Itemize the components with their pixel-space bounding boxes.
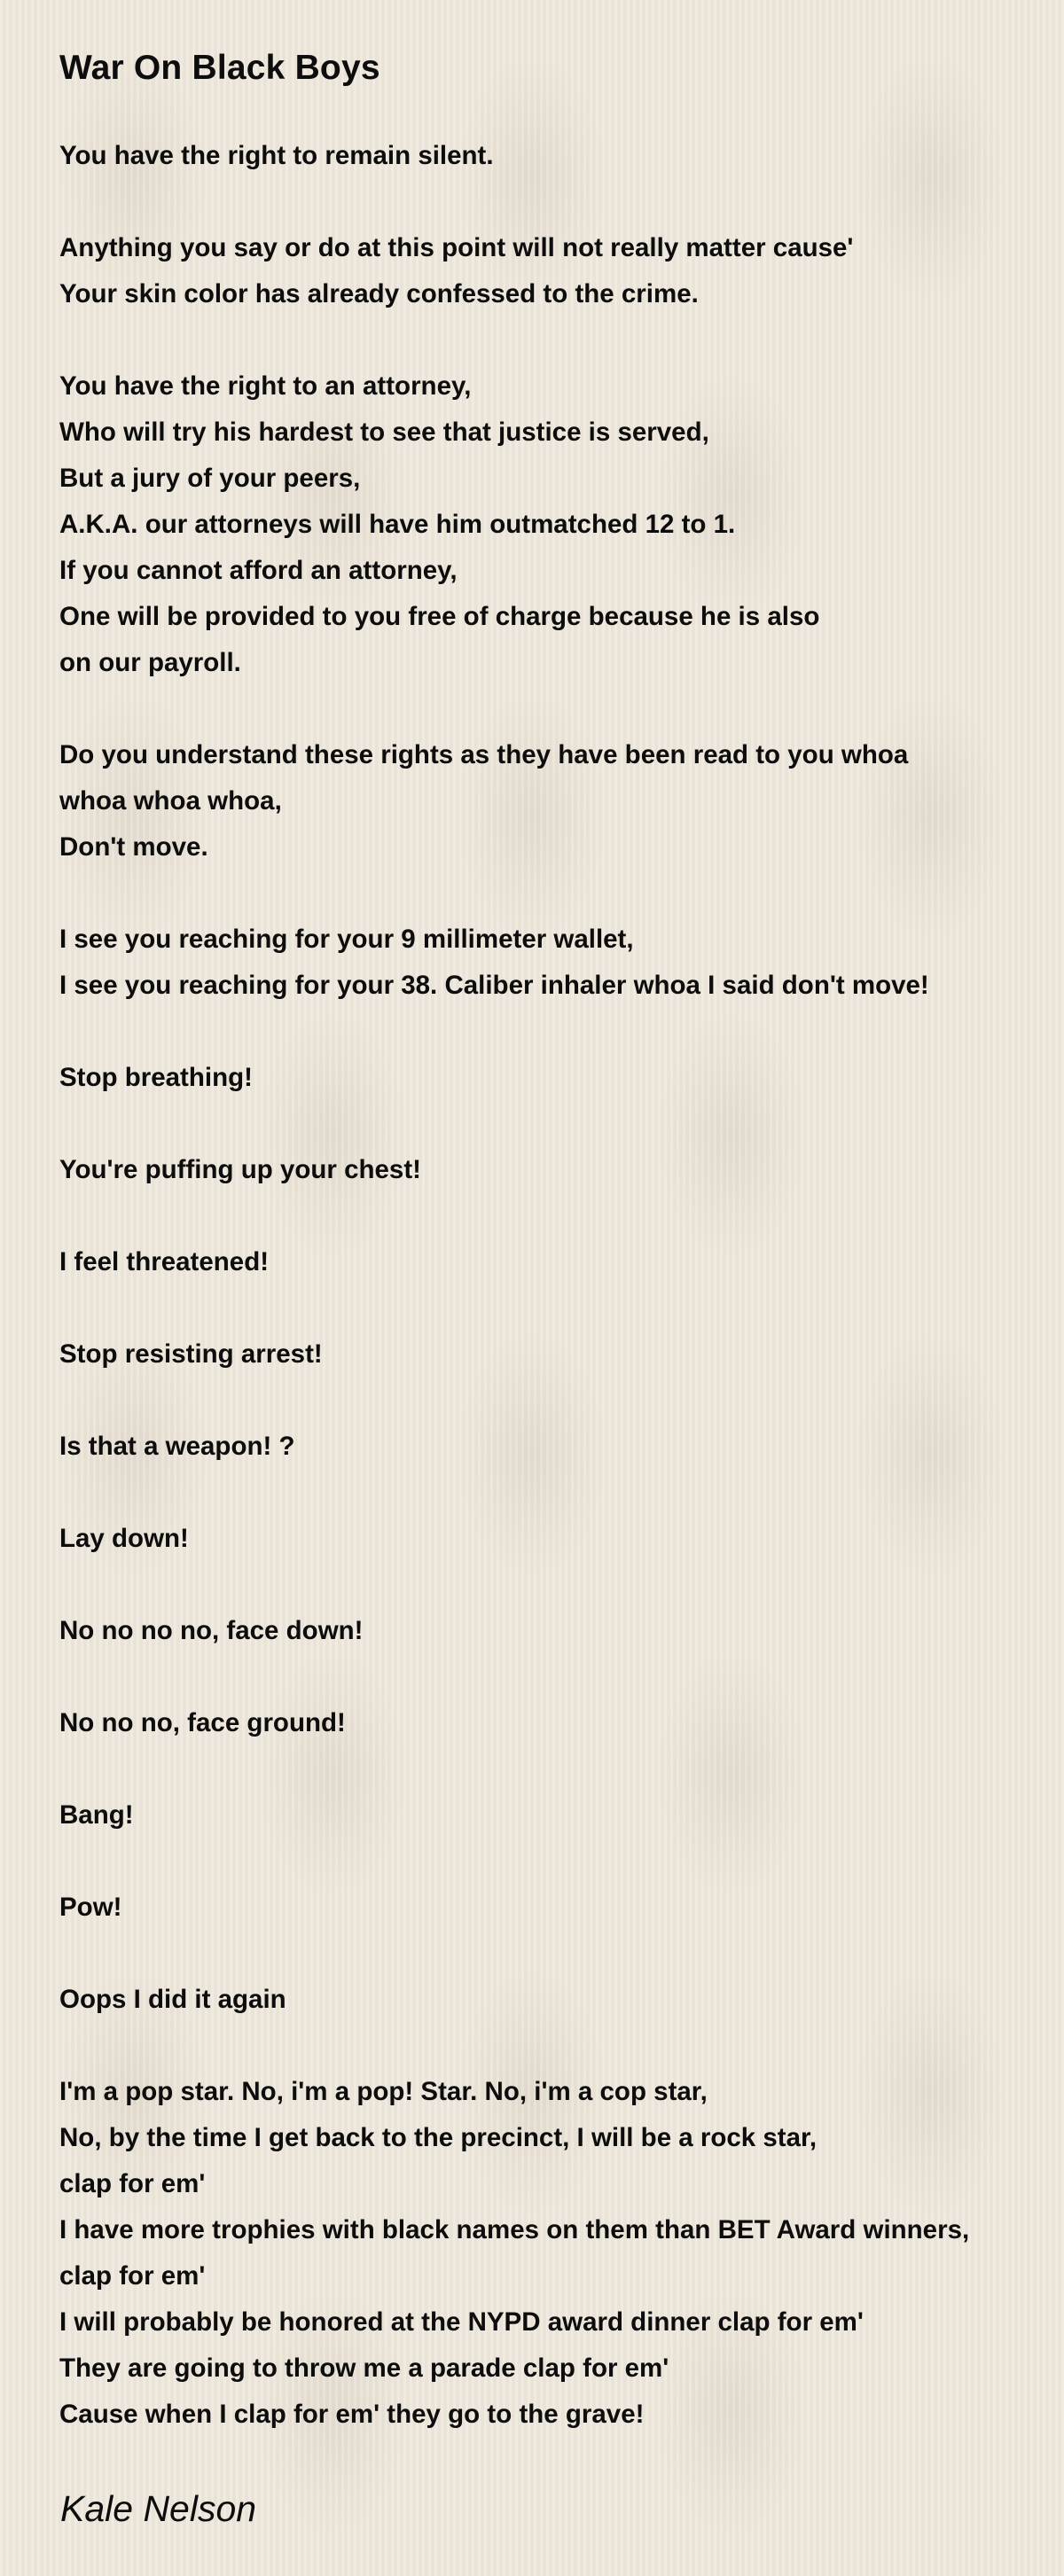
poem-line: I see you reaching for your 9 millimeter wallet, xyxy=(59,925,634,954)
poem-line: Cause when I clap for em' they go to the grave! xyxy=(59,2400,645,2429)
poem-line: Pow! xyxy=(59,1893,122,1922)
poem-stanza xyxy=(59,1239,1061,1285)
poem-stanza xyxy=(59,1516,1061,1562)
poem-stanza xyxy=(59,1792,1061,1838)
poem-line: Don't move. xyxy=(59,832,208,862)
poem-stanza xyxy=(59,1977,1061,2023)
poem-stanza xyxy=(59,1331,1061,1378)
poem-line: Who will try his hardest to see that justice is served, xyxy=(59,418,709,447)
poem-line: You have the right to an attorney, xyxy=(59,371,472,401)
poem-stanza xyxy=(59,1147,1061,1193)
poem-line: You're puffing up your chest! xyxy=(59,1155,421,1184)
poem-stanza xyxy=(59,1700,1061,1746)
poem-line: I feel threatened! xyxy=(59,1247,270,1276)
poem-stanza xyxy=(59,1424,1061,1470)
poem-line: I'm a pop star. No, i'm a pop! Star. No, i'm a cop star, xyxy=(59,2077,708,2106)
poem-line: Do you understand these rights as they have been read to you whoa xyxy=(59,740,909,769)
poem-stanza xyxy=(59,1055,1061,1101)
poem-line: No no no no, face down! xyxy=(59,1616,364,1645)
poem-line: They are going to throw me a parade clap for em' xyxy=(59,2354,669,2383)
poem-line: Anything you say or do at this point will not really matter cause' xyxy=(59,233,854,262)
poem-line: You have the right to remain silent. xyxy=(59,141,494,170)
poem-line: Lay down! xyxy=(59,1524,189,1553)
poem-line: on our payroll. xyxy=(59,648,241,677)
poem-body xyxy=(59,133,1061,2484)
poem-line: Stop resisting arrest! xyxy=(59,1339,323,1369)
poem-stanza xyxy=(59,133,1061,179)
poem-line: clap for em' xyxy=(59,2169,206,2198)
poem-line: Stop breathing! xyxy=(59,1063,253,1092)
poem-line: clap for em' xyxy=(59,2261,206,2291)
poem-line: whoa whoa whoa, xyxy=(59,786,282,816)
poem-stanza xyxy=(59,2069,1061,2438)
poem-stanza xyxy=(59,1608,1061,1654)
poem-line: But a jury of your peers, xyxy=(59,464,361,493)
poem-line: One will be provided to you free of charge because he is also xyxy=(59,602,820,631)
poem-line: I see you reaching for your 38. Caliber inhaler whoa I said don't move! xyxy=(59,971,929,1000)
poem-title: War On Black Boys xyxy=(59,49,380,87)
poem-stanza xyxy=(59,225,1061,317)
poem-author: Kale Nelson xyxy=(60,2488,257,2529)
poem-stanza xyxy=(59,363,1061,686)
poem-line: Bang! xyxy=(59,1800,134,1830)
poem-line: I will probably be honored at the NYPD award dinner clap for em' xyxy=(59,2307,864,2337)
poem-line: No no no, face ground! xyxy=(59,1708,346,1737)
poem-line: A.K.A. our attorneys will have him outmatched 12 to 1. xyxy=(59,510,736,539)
poem-line: Oops I did it again xyxy=(59,1985,286,2014)
poem-stanza xyxy=(59,732,1061,870)
poem-stanza xyxy=(59,1885,1061,1931)
poem-line: Is that a weapon! ? xyxy=(59,1432,295,1461)
poem-stanza xyxy=(59,917,1061,1009)
poem-line: No, by the time I get back to the precinct, I will be a rock star, xyxy=(59,2123,818,2152)
poem-line: Your skin color has already confessed to the crime. xyxy=(59,279,699,308)
poem-line: I have more trophies with black names on them than BET Award winners, xyxy=(59,2215,970,2244)
poem-line: If you cannot afford an attorney, xyxy=(59,556,458,585)
